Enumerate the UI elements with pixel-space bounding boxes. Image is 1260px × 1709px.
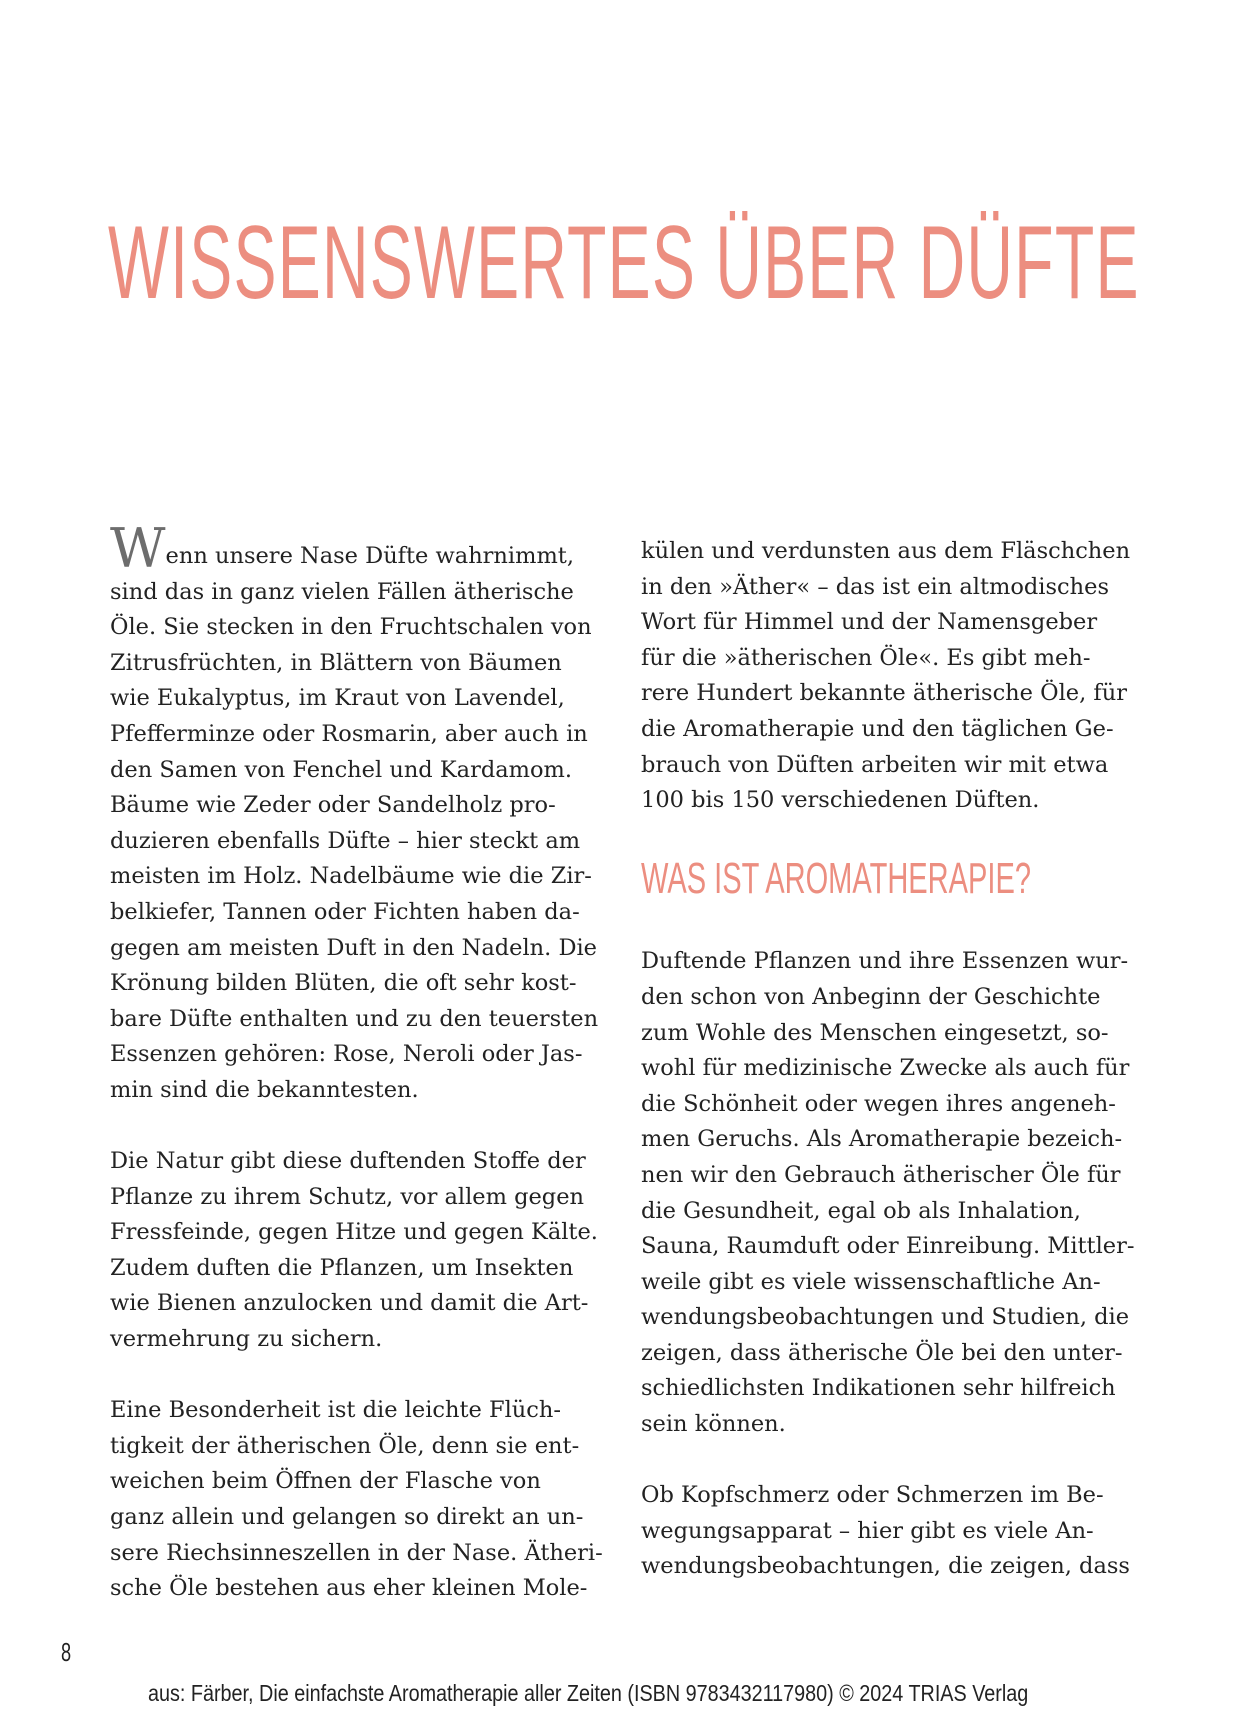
text-line: wegungsapparat – hier gibt es viele An-: [641, 1517, 1094, 1544]
text-line: zum Wohle des Menschen eingesetzt, so-: [641, 1019, 1109, 1046]
text-line: men Geruchs. Als Aromatherapie bezeich-: [641, 1126, 1123, 1153]
text-line: gegen am meisten Duft in den Nadeln. Die: [110, 934, 597, 961]
text-line: brauch von Düften arbeiten wir mit etwa: [641, 751, 1109, 778]
paragraph-2: [110, 1144, 610, 1358]
text-line: Fressfeinde, gegen Hitze und gegen Kälte.: [110, 1219, 598, 1246]
text-line: Sauna, Raumduft oder Einreibung. Mittler-: [641, 1233, 1135, 1260]
text-line: wie Eukalyptus, im Kraut von Lavendel,: [110, 685, 565, 712]
text-line: weichen beim Öffnen der Flasche von: [110, 1468, 541, 1495]
section-heading: WAS IST AROMATHERAPIE?: [641, 854, 1031, 904]
text-line: wohl für medizinische Zwecke als auch für: [641, 1055, 1130, 1082]
page-number: 8: [61, 1637, 72, 1667]
text-line: [110, 517, 610, 580]
drop-cap: W: [110, 517, 166, 580]
paragraph-3: [110, 1393, 610, 1607]
paragraph-1: [110, 517, 610, 1109]
text-line: wendungsbeobachtungen, die zeigen, dass: [641, 1553, 1130, 1580]
footer-citation: aus: Färber, Die einfachste Aromatherapie aller Zeiten (ISBN 9783432117980) © 2024 TRIAS Verlag: [148, 1680, 1029, 1706]
text-line: den Samen von Fenchel und Kardamom.: [110, 756, 573, 783]
text-line: Zitrusfrüchten, in Blättern von Bäumen: [110, 649, 562, 676]
text-line-rest: enn unsere Nase Düfte wahrnimmt,: [165, 543, 574, 569]
text-line: meisten im Holz. Nadelbäume wie die Zir-: [110, 863, 592, 890]
text-line: schiedlichsten Indikationen sehr hilfreich: [641, 1375, 1116, 1402]
text-line: weile gibt es viele wissenschaftliche An-: [641, 1268, 1101, 1295]
text-line: min sind die bekanntesten.: [110, 1076, 419, 1103]
text-line: belkiefer, Tannen oder Fichten haben da-: [110, 898, 580, 925]
text-line: sind das in ganz vielen Fällen ätherische: [110, 578, 574, 605]
text-line: die Aromatherapie und den täglichen Ge-: [641, 715, 1114, 742]
text-line: Krönung bilden Blüten, die oft sehr kost-: [110, 970, 577, 997]
text-line: sche Öle bestehen aus eher kleinen Mole-: [110, 1575, 588, 1602]
text-line: in den »Äther« – das ist ein altmodisches: [641, 573, 1109, 600]
text-line: wendungsbeobachtungen und Studien, die: [641, 1304, 1130, 1331]
text-line: Ob Kopfschmerz oder Schmerzen im Be-: [641, 1482, 1104, 1509]
text-line: die Schönheit oder wegen ihres angeneh-: [641, 1090, 1116, 1117]
text-line: tigkeit der ätherischen Öle, denn sie ent-: [110, 1432, 580, 1459]
text-line: nen wir den Gebrauch ätherischer Öle für: [641, 1161, 1121, 1188]
text-line: rere Hundert bekannte ätherische Öle, für: [641, 680, 1127, 707]
right-column: [641, 534, 1141, 1621]
paragraph-kopfschmerz: [641, 1478, 1141, 1585]
text-line: den schon von Anbeginn der Geschichte: [641, 983, 1101, 1010]
page-title: WISSENSWERTES ÜBER DÜFTE: [108, 204, 1140, 321]
text-line: Die Natur gibt diese duftenden Stoffe der: [110, 1148, 586, 1175]
paragraph-aromatherapie: [641, 944, 1141, 1442]
text-line: Pfefferminze oder Rosmarin, aber auch in: [110, 720, 588, 747]
text-line: zeigen, dass ätherische Öle bei den unter-: [641, 1339, 1123, 1366]
text-line: ganz allein und gelangen so direkt an un-: [110, 1504, 584, 1531]
text-line: duzieren ebenfalls Düfte – hier steckt am: [110, 827, 581, 854]
text-line: Pflanze zu ihrem Schutz, vor allem gegen: [110, 1183, 585, 1210]
text-line: bare Düfte enthalten und zu den teuersten: [110, 1005, 599, 1032]
text-line: Essenzen gehören: Rose, Neroli oder Jas-: [110, 1041, 583, 1068]
text-line: külen und verdunsten aus dem Fläschchen: [641, 538, 1131, 564]
text-line: Zudem duften die Pflanzen, um Insekten: [110, 1254, 574, 1281]
text-line: 100 bis 150 verschiedenen Düften.: [641, 787, 1040, 814]
text-line: sein können.: [641, 1411, 786, 1438]
text-line: wie Bienen anzulocken und damit die Art-: [110, 1290, 589, 1317]
text-line: Duftende Pflanzen und ihre Essenzen wur-: [641, 948, 1129, 975]
text-line: Bäume wie Zeder oder Sandelholz pro-: [110, 792, 556, 819]
text-line: Eine Besonderheit ist die leichte Flüch-: [110, 1397, 561, 1424]
text-line: vermehrung zu sichern.: [110, 1326, 383, 1353]
text-line: sere Riechsinneszellen in der Nase. Ätheri-: [110, 1539, 603, 1566]
text-line: Öle. Sie stecken in den Fruchtschalen von: [110, 614, 592, 641]
paragraph-continued: [641, 534, 1141, 819]
left-column: [110, 517, 610, 1642]
text-line: Wort für Himmel und der Namensgeber: [641, 609, 1098, 636]
text-line: die Gesundheit, egal ob als Inhalation,: [641, 1197, 1081, 1224]
text-line: für die »ätherischen Öle«. Es gibt meh-: [641, 644, 1091, 671]
